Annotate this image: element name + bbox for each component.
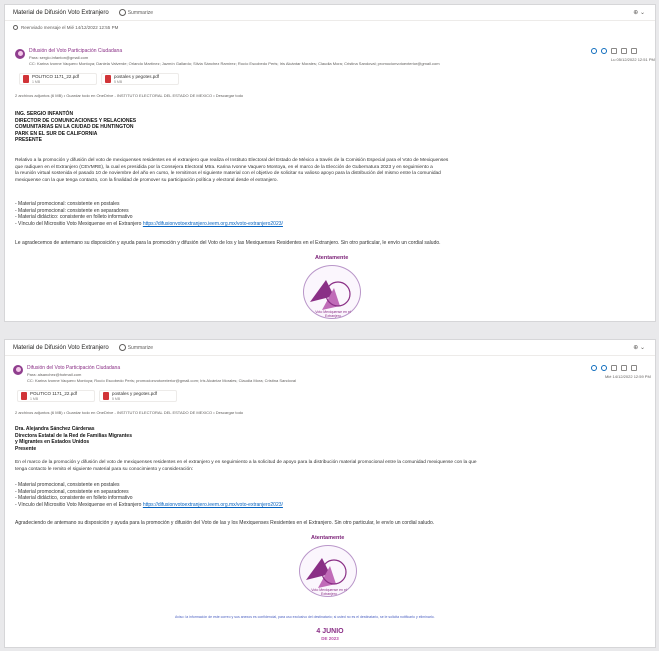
paragraph-line: Relativo a la promoción y difusión del voto de mexiquenses residentes en el extranjero que realiza el Instituto Electoral del Estado de México a través de la Comisión Especial para el Voto de Mexiquenses [15,158,449,163]
email-reading-pane-2 [4,339,656,648]
pdf-icon [105,75,111,83]
list-item [15,221,283,228]
recipient-line: Directora Estatal de la Red de Familias Migrantes [15,432,132,439]
paragraph-line: que radiquen en el Extranjero (CEVMRE), la cual es presidida por la Consejera Electoral Mtra. Karina Ivonne Vaquero Montoya, en el marco de la Elección de Gubernatura 2023 y en seguimiento a [15,164,433,170]
recipient-line: COMUNITARIAS EN LA CIUDAD DE HUNTINGTON [15,124,134,131]
recipient-to: Para: sergio.infanton@gmail.com [29,55,89,60]
copilot-icon [119,9,126,16]
list-item: - Material promocional, consistente en separadores [15,488,129,495]
attachment-2[interactable] [99,390,177,402]
pdf-icon [23,75,29,83]
email-subject: Material de Difusión Voto Extranjero [13,9,109,16]
attachment-actions[interactable]: 2 archivos adjuntos (6 MB) • Guardar todo en OneDrive - INSTITUTO ELECTORAL DEL ESTADO DE MEXICO • Descargar todo [15,93,244,98]
pdf-icon [21,392,27,400]
recipient-line: Dra. Alejandra Sánchez Cárdenas [15,426,95,432]
paragraph-line: la reunión virtual sostenida el pasado 10 de noviembre del año en curso, le remitimos el siguiente material con el objetivo de solicitar su valioso apoyo para la distribución del mismo entre la comunidad [15,171,441,177]
reply-icon[interactable] [601,48,607,54]
list-item: - Material promocional: consistente en separadores [15,207,129,214]
paragraph-line: En el marco de la promoción y difusión del voto de mexiquenses residentes en el extranjero y en seguimiento a la solicitud de apoyo para la distribución material promocional entre la comunidad mexiquense con la que [15,460,477,465]
attachment-1[interactable] [19,73,97,85]
list-item [15,502,283,509]
more-options-icon[interactable] [631,48,637,54]
recipient-line: DIRECTOR DE COMUNICACIONES Y RELACIONES [15,117,137,124]
recipient-line: PARK EN EL SUR DE CALIFORNIA [15,130,98,137]
more-options-icon[interactable] [631,365,637,371]
copilot-icon [119,344,126,351]
subject-bar [5,5,655,21]
email-reading-pane-1 [4,4,656,322]
voto-extranjero-seal-logo [303,265,361,319]
attachment-size: 1 MB [32,80,41,84]
material-list [15,201,283,227]
message-date: Lu 05/12/2022 12:51 PM [611,57,655,62]
message-actions [591,48,637,54]
link-prefix: - Vínculo del Micrositio Voto Mexiquense en el Extranjero [15,501,143,508]
list-item: - Material didáctico: consistente en folleto informativo [15,214,133,221]
link-prefix: - Vínculo del Micrositio Voto Mexiquense en el Extranjero [15,220,143,227]
attachment-name: POLITICO 1171_22.pdf [32,74,79,79]
message-actions [591,365,637,371]
recipient-line: y Migrantes en Estados Unidos [15,439,90,446]
sender-name[interactable]: Difusión del Voto Participación Ciudadana [27,365,121,371]
recipient-cc: CC: Karina Ivonne Vaquero Montoya; Rocío Escobedo Peris; promocionvotoexterior@gmail.com; Iris Alcántar Morales; Claudia Mora; Cristina Sandoval [27,378,296,383]
forward-notice [13,25,118,30]
attachment-size: 5 MB [112,397,121,401]
summarize-label: Summarize [127,9,154,16]
recipient-block [15,111,136,144]
thanks-text: Agradeciendo de antemano su disposición y ayuda para la promoción y difusión del Voto de las y los Mexiquenses Residentes en el Extranjero. Sin otro particular, le envío un cordial saludo. [15,520,435,526]
recipient-line: ING. SERGIO INFANTÓN [15,111,74,117]
email-subject: Material de Difusión Voto Extranjero [13,344,109,351]
attachment-name: postales y pegotes.pdf [112,391,158,396]
subject-bar [5,340,655,356]
recipient-to: Para: alsanchez@hotmail.com [27,372,82,377]
banner-day: 4 JUNIO [316,628,344,635]
reply-all-icon[interactable] [611,48,617,54]
list-item: - Material promocional: consistente en postales [15,201,120,207]
paragraph-line: mexiquense con la que tenga contacto, con la finalidad de promover su participación política y electoral desde el extranjero. [15,177,278,183]
info-icon [13,25,18,30]
paragraph-line: tenga contacto le remito el siguiente material para su conocimiento y consideración: [15,466,194,472]
recipient-block [15,426,132,452]
election-date-banner [305,628,355,642]
closing-text: Atentamente [315,255,349,261]
attachment-size: 1 MB [30,397,39,401]
voto-extranjero-seal-logo [299,545,357,597]
reply-all-icon[interactable] [611,365,617,371]
confidentiality-notice: Aviso: la información de este correo y sus anexos es confidencial, para uso exclusivo del destinatario; si usted no es el destinatario, se le solicita notificarlo y eliminarlo. [175,615,435,619]
closing-text: Atentamente [311,535,345,541]
sender-avatar[interactable] [15,49,25,59]
forward-notice-text: Reenviado mensaje el Mié 14/12/2022 12:55 PM [21,25,119,30]
material-list [15,482,283,508]
microsite-link[interactable]: https://difusionvotoextranjero.ieem.org.mx/voto-extranjero2023/ [142,220,283,227]
zoom-icon[interactable]: ⊕ ⌄ [633,10,645,16]
zoom-icon[interactable]: ⊕ ⌄ [633,345,645,351]
list-item: - Material promocional, consistente en postales [15,482,120,488]
attachment-2[interactable] [101,73,179,85]
reply-icon[interactable] [601,365,607,371]
recipient-cc: CC: Karina Ivonne Vaquero Montoya; Daniela Valverde; Orlando Martínez; Jazmín Gallardo; Silvia Sánchez Ramírez; Rocío Escobedo Peris; Iris Alcántar Morales; Claudia Mora; Cristina Sandoval; promocionvotoexterior@gmail.com [29,61,440,66]
summarize-label: Summarize [127,344,154,351]
message-paragraph [15,460,651,473]
sender-name[interactable]: Difusión del Voto Participación Ciudadana [29,48,123,54]
microsite-link[interactable]: https://difusionvotoextranjero.ieem.org.mx/voto-extranjero2023/ [142,501,283,508]
summarize-button[interactable] [119,9,153,16]
forward-icon[interactable] [621,365,627,371]
react-icon[interactable] [591,48,597,54]
seal-text: Voto Mexiquense en el Extranjero [315,310,351,318]
pdf-icon [103,392,109,400]
summarize-button[interactable] [119,344,153,351]
seal-text: Voto Mexiquense en el Extranjero [311,588,347,596]
attachment-actions[interactable]: 2 archivos adjuntos (6 MB) • Guardar todo en OneDrive - INSTITUTO ELECTORAL DEL ESTADO DE MEXICO • Descargar todo [15,410,244,415]
banner-year: DE 2023 [321,636,339,641]
forward-icon[interactable] [621,48,627,54]
message-paragraph [15,158,651,184]
attachment-1[interactable] [17,390,95,402]
sender-avatar[interactable] [13,365,23,375]
list-item: - Material didáctico, consistente en folleto informativo [15,495,133,502]
react-icon[interactable] [591,365,597,371]
message-date: Mié 14/12/2022 12:59 PM [605,374,651,379]
attachment-name: postales y pegotes.pdf [114,74,160,79]
recipient-line: PRESENTE [15,137,42,144]
thanks-text: Le agradecemos de antemano su disposición y ayuda para la promoción y difusión del Voto de los y las Mexiquenses Residentes en el Extranjero. Sin otro particular, le envío un cordial saludo. [15,240,441,246]
attachment-size: 5 MB [114,80,123,84]
attachment-name: POLITICO 1171_22.pdf [30,391,77,396]
recipient-line: Presente [15,445,37,452]
